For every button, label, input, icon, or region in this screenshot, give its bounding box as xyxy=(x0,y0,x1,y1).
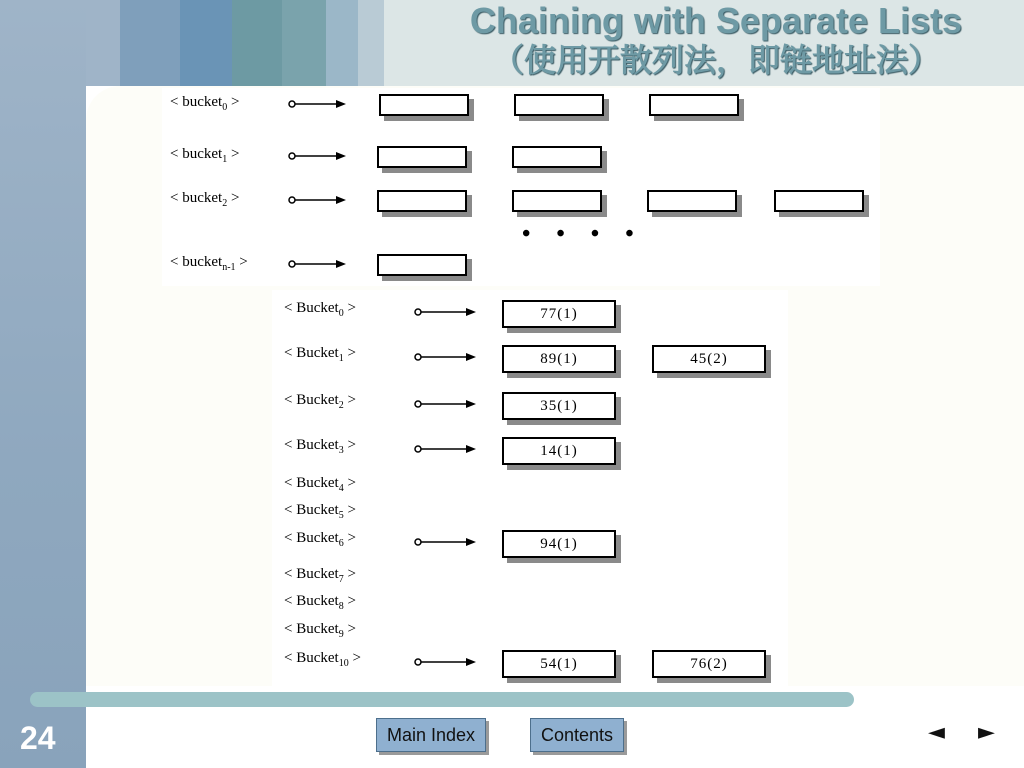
bucket-label-name: bucket xyxy=(182,94,223,110)
bucket-label-name: bucket xyxy=(182,190,223,206)
bucket-label-subscript: 2 xyxy=(222,198,228,209)
previous-slide-button[interactable]: ◄ xyxy=(928,720,945,745)
bucket-label-name: Bucket xyxy=(296,345,339,361)
pointer-arrow xyxy=(414,656,482,668)
list-node xyxy=(774,190,864,212)
bucket-label: < Bucket$_9$ > xyxy=(284,621,356,640)
header-stripe xyxy=(326,0,358,86)
list-node-value: 35(1) xyxy=(540,398,578,414)
pointer-arrow xyxy=(288,194,352,206)
bucket-label: < Bucket$_2$ > xyxy=(284,392,356,411)
bucket-label-name: Bucket xyxy=(296,475,339,491)
list-node xyxy=(502,437,616,465)
list-node xyxy=(652,650,766,678)
pointer-arrow xyxy=(414,398,482,410)
list-node xyxy=(652,345,766,373)
list-node xyxy=(502,300,616,328)
bucket-label-name: bucket xyxy=(182,146,223,162)
list-node xyxy=(502,345,616,373)
bucket-label-subscript: 7 xyxy=(338,574,344,585)
bucket-label-name: Bucket xyxy=(296,650,339,666)
bucket-label-subscript: 8 xyxy=(338,601,344,612)
bucket-label-name: Bucket xyxy=(296,437,339,453)
list-node-value: 54(1) xyxy=(540,656,578,672)
generic-bucket-figure xyxy=(162,88,880,286)
bucket-label-subscript: 0 xyxy=(222,102,228,113)
list-node-value: 76(2) xyxy=(690,656,728,672)
header-stripe xyxy=(86,0,120,86)
next-slide-button[interactable]: ► xyxy=(978,720,995,745)
bucket-label-subscript: 0 xyxy=(338,308,344,319)
bottom-decor-bar xyxy=(30,692,854,707)
bucket-label: < bucket$_0$ > xyxy=(170,94,240,113)
bucket-label-name: Bucket xyxy=(296,300,339,316)
bucket-label-subscript: 3 xyxy=(338,445,344,456)
bucket-label: < Bucket$_0$ > xyxy=(284,300,356,319)
main-index-button[interactable]: Main Index xyxy=(376,718,486,752)
bucket-label: < Bucket$_7$ > xyxy=(284,566,356,585)
bucket-label: < Bucket$_6$ > xyxy=(284,530,356,549)
bucket-label-subscript: 2 xyxy=(338,400,344,411)
header-stripe xyxy=(120,0,180,86)
bucket-label: < Bucket$_5$ > xyxy=(284,502,356,521)
list-node xyxy=(647,190,737,212)
list-node xyxy=(649,94,739,116)
bucket-label: < Bucket$_{10}$ > xyxy=(284,650,361,669)
header-stripe xyxy=(232,0,282,86)
list-node xyxy=(377,146,467,168)
bucket-label-subscript: 4 xyxy=(338,483,344,494)
pointer-arrow xyxy=(414,443,482,455)
list-node-value: 77(1) xyxy=(540,306,578,322)
pointer-arrow xyxy=(288,258,352,270)
bucket-label-name: Bucket xyxy=(296,502,339,518)
bucket-label-subscript: 9 xyxy=(338,629,344,640)
bucket-label: < Bucket$_3$ > xyxy=(284,437,356,456)
bucket-label-subscript: 10 xyxy=(338,658,349,669)
header-stripe xyxy=(358,0,384,86)
bucket-label: < Bucket$_8$ > xyxy=(284,593,356,612)
list-node xyxy=(502,392,616,420)
bucket-label: < bucket$_{n-1}$ > xyxy=(170,254,248,273)
slide-number: 24 xyxy=(20,720,56,756)
list-node-value: 94(1) xyxy=(540,536,578,552)
bucket-label-subscript: 1 xyxy=(222,154,228,165)
bucket-label: < bucket$_1$ > xyxy=(170,146,240,165)
contents-button[interactable]: Contents xyxy=(530,718,624,752)
list-node-value: 89(1) xyxy=(540,351,578,367)
list-node xyxy=(512,190,602,212)
list-node-value: 14(1) xyxy=(540,443,578,459)
bucket-label-subscript: 1 xyxy=(338,353,344,364)
bucket-label-subscript: 6 xyxy=(338,538,344,549)
pointer-arrow xyxy=(414,351,482,363)
bucket-label: < Bucket$_4$ > xyxy=(284,475,356,494)
bucket-example-figure xyxy=(272,290,788,688)
pointer-arrow xyxy=(288,98,352,110)
slide-title-line2: （使用开散列法，即链地址法） xyxy=(491,42,940,78)
bucket-label-subscript: 5 xyxy=(338,510,344,521)
bucket-label-subscript: n-1 xyxy=(222,262,236,273)
list-node xyxy=(377,190,467,212)
bucket-label-name: Bucket xyxy=(296,566,339,582)
bucket-label-name: bucket xyxy=(182,254,223,270)
bucket-label: < bucket$_2$ > xyxy=(170,190,240,209)
list-node xyxy=(512,146,602,168)
bucket-label: < Bucket$_1$ > xyxy=(284,345,356,364)
bucket-label-name: Bucket xyxy=(296,621,339,637)
ellipsis: • • • • xyxy=(522,221,644,247)
pointer-arrow xyxy=(414,536,482,548)
bucket-label-name: Bucket xyxy=(296,530,339,546)
bucket-label-name: Bucket xyxy=(296,392,339,408)
list-node xyxy=(377,254,467,276)
list-node-value: 45(2) xyxy=(690,351,728,367)
list-node xyxy=(514,94,604,116)
header-stripe xyxy=(180,0,232,86)
bucket-label-name: Bucket xyxy=(296,593,339,609)
pointer-arrow xyxy=(288,150,352,162)
pointer-arrow xyxy=(414,306,482,318)
list-node xyxy=(379,94,469,116)
slide-title xyxy=(470,2,962,80)
list-node xyxy=(502,650,616,678)
left-decor-band xyxy=(0,0,86,768)
list-node xyxy=(502,530,616,558)
slide-title-line1: Chaining with Separate Lists xyxy=(469,0,962,41)
header-stripe xyxy=(282,0,326,86)
